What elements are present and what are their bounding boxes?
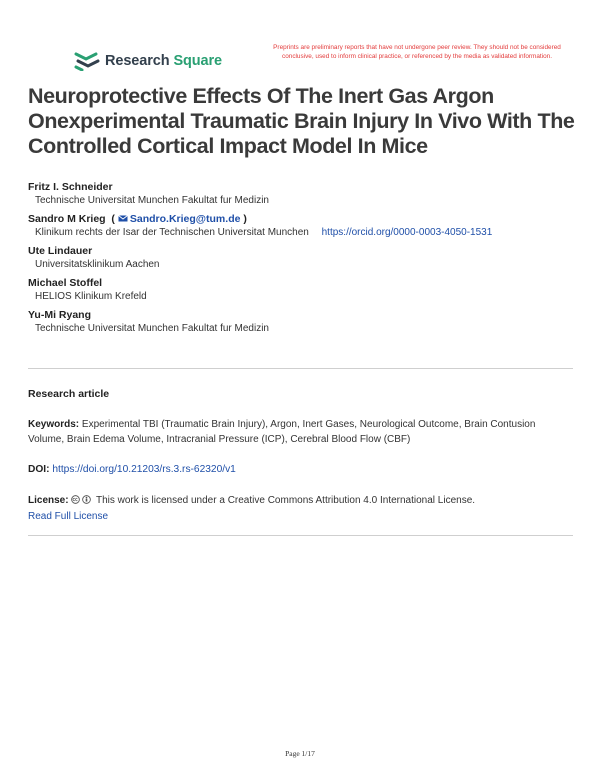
research-square-logo-icon (74, 51, 100, 71)
doi-block (28, 464, 236, 475)
doi-label: DOI: (28, 464, 50, 475)
doi-link[interactable]: https://doi.org/10.21203/rs.3.rs-62320/v1 (52, 464, 236, 475)
author-affiliation: HELIOS Klinikum Krefeld (35, 291, 147, 302)
attribution-icon (82, 495, 91, 504)
divider (28, 535, 573, 536)
author-entry (28, 180, 578, 208)
license-label: License: (28, 495, 69, 506)
orcid-link[interactable]: https://orcid.org/0000-0003-4050-1531 (321, 227, 493, 238)
author-entry (28, 244, 578, 272)
page-number: Page 1/17 (285, 749, 315, 758)
keywords-block (28, 417, 573, 447)
mail-icon (118, 215, 128, 222)
license-block (28, 493, 573, 525)
author-entry (28, 308, 578, 336)
author-entry (28, 212, 578, 240)
keywords-text: Experimental TBI (Traumatic Brain Injury), Argon, Inert Gases, Neurological Outcome, Brain Contusion Volume, Brain Edema Volume, Intracranial Pressure (ICP), Cerebral Blood Flow (CBF) (28, 419, 536, 445)
keywords-label: Keywords: (28, 419, 80, 430)
author-entry (28, 276, 578, 304)
research-square-logo[interactable] (74, 50, 222, 72)
author-name: Fritz I. Schneider (28, 181, 113, 193)
author-affiliation: Universitatsklinikum Aachen (35, 259, 160, 270)
author-affiliation: Technische Universitat Munchen Fakultat fur Medizin (35, 323, 269, 334)
author-affiliation: Technische Universitat Munchen Fakultat fur Medizin (35, 195, 269, 206)
author-name: Yu-Mi Ryang (28, 309, 92, 321)
author-email-link[interactable]: Sandro.Krieg@tum.de (129, 213, 241, 225)
author-affiliation: Klinikum rechts der Isar der Technischen Universitat Munchen https://orcid.org/0000-0003-4050-1531 (35, 227, 493, 238)
author-name: Ute Lindauer (28, 245, 93, 257)
article-type: Research article (28, 388, 110, 400)
read-full-license-link[interactable]: Read Full License (28, 511, 109, 522)
creative-commons-icon (71, 495, 80, 504)
divider (28, 368, 573, 369)
preprint-disclaimer: Preprints are preliminary reports that have not undergone peer review. They should not be considered conclusive, used to inform clinical practice, or referenced by the media as validated information. (273, 44, 561, 60)
author-name: Sandro M Krieg ( Sandro.Krieg@tum.de ) (28, 213, 247, 225)
logo-text: Research Square (105, 53, 222, 69)
author-name: Michael Stoffel (28, 277, 103, 289)
author-list (28, 180, 578, 340)
license-text: This work is licensed under a Creative Commons Attribution 4.0 International License. (95, 495, 476, 506)
paper-title: Neuroprotective Effects Of The Inert Gas Argon Onexperimental Traumatic Brain Injury In Vivo With The Controlled Cortical Impact Model In Mice (28, 84, 575, 158)
